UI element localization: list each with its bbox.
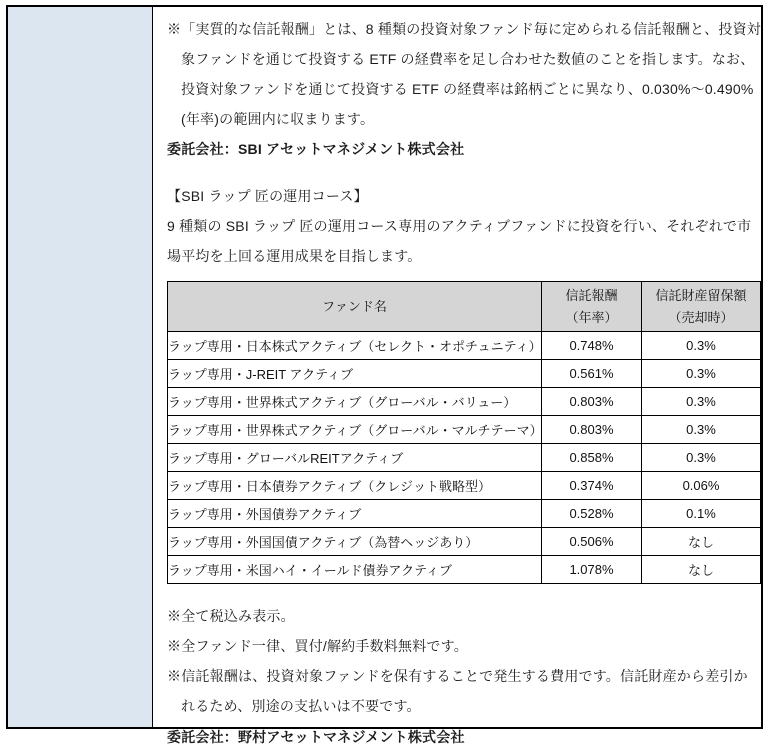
fee-cell: 0.374% [542, 472, 642, 500]
retention-cell: 0.1% [642, 500, 761, 528]
table-row [168, 528, 761, 556]
fund-fee-table [167, 281, 761, 584]
fund-name-cell: ラップ専用・米国ハイ・イールド債券アクティブ [168, 556, 542, 584]
fund-name-cell: ラップ専用・J-REIT アクティブ [168, 360, 542, 388]
takumi-course-description: 9 種類の SBI ラップ 匠の運用コース専用のアクティブファンドに投資を行い、それぞれで市場平均を上回る運用成果を目指します。 [167, 218, 752, 264]
table-row [168, 556, 761, 584]
footnote-fee-deduction: ※信託報酬は、投資対象ファンドを保有することで発生する費用です。信託財産から差引かれるため、別途の支払いは不要です。 [167, 668, 748, 714]
table-row [168, 500, 761, 528]
fund-name-cell: ラップ専用・世界株式アクティブ（グローバル・マルチテーマ） [168, 416, 542, 444]
table-row [168, 332, 761, 360]
header-retention-amount: 信託財産留保額 （売却時） [642, 282, 761, 332]
fee-cell: 0.803% [542, 416, 642, 444]
fee-cell: 0.748% [542, 332, 642, 360]
fund-name-cell: ラップ専用・世界株式アクティブ（グローバル・バリュー） [168, 388, 542, 416]
fee-cell: 0.858% [542, 444, 642, 472]
fee-cell: 0.803% [542, 388, 642, 416]
fund-name-cell: ラップ専用・外国債券アクティブ [168, 500, 542, 528]
fee-cell: 1.078% [542, 556, 642, 584]
trustee-company-nomura: 委託会社：野村アセットマネジメント株式会社 [167, 729, 465, 745]
table-row [168, 416, 761, 444]
retention-cell: 0.3% [642, 416, 761, 444]
header-fund-name [168, 282, 542, 332]
header-trust-fee: 信託報酬 （年率） [542, 282, 642, 332]
footnote-tax-included: ※全て税込み表示。 [167, 608, 295, 624]
table-row [168, 472, 761, 500]
header-fund-name-label: ファンド名 [322, 298, 387, 314]
retention-cell: 0.3% [642, 444, 761, 472]
document-page [6, 5, 763, 745]
takumi-course-heading: 【SBI ラップ 匠の運用コース】 [167, 188, 368, 204]
fund-name-cell: ラップ専用・グローバルREITアクティブ [168, 444, 542, 472]
left-label-cell [8, 7, 153, 727]
content-area [153, 7, 767, 745]
retention-cell: 0.3% [642, 388, 761, 416]
retention-cell: 0.3% [642, 360, 761, 388]
note-effective-trust-fee: ※「実質的な信託報酬」とは、8 種類の投資対象ファンド毎に定められる信託報酬と、投資対象ファンドを通じて投資する ETF の経費率を足し合わせた数値のことを指します。なお、投資対象ファンドを通じて投資する ETF の経費率は銘柄ごとに異なり、0.030%～0.490%(年率)の範囲内に収まります。 [167, 21, 761, 127]
fund-name-cell: ラップ専用・外国国債アクティブ（為替ヘッジあり） [168, 528, 542, 556]
fee-cell: 0.528% [542, 500, 642, 528]
table-row [168, 444, 761, 472]
footnotes [167, 601, 761, 721]
fee-cell: 0.561% [542, 360, 642, 388]
retention-cell: 0.06% [642, 472, 761, 500]
table-row [168, 360, 761, 388]
trustee-company-sbi: 委託会社：SBI アセットマネジメント株式会社 [167, 141, 465, 157]
table-row [168, 388, 761, 416]
fund-name-cell: ラップ専用・日本株式アクティブ（セレクト・オポチュニティ） [168, 332, 542, 360]
table-header-row [168, 282, 761, 332]
retention-cell: なし [642, 528, 761, 556]
footnote-no-commission: ※全ファンド一律、買付/解約手数料無料です。 [167, 638, 468, 654]
fund-name-cell: ラップ専用・日本債券アクティブ（クレジット戦略型） [168, 472, 542, 500]
retention-cell: 0.3% [642, 332, 761, 360]
fee-cell: 0.506% [542, 528, 642, 556]
retention-cell: なし [642, 556, 761, 584]
